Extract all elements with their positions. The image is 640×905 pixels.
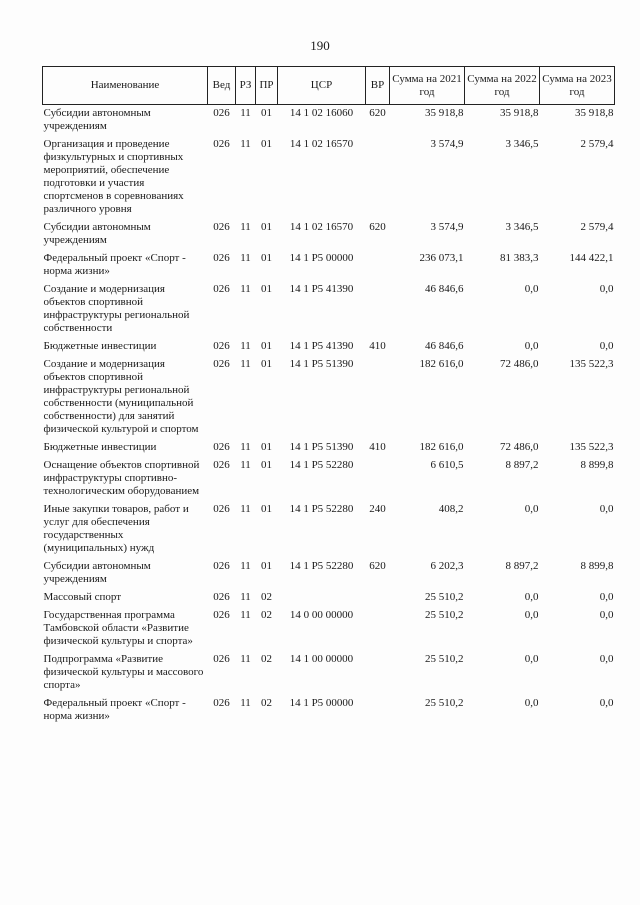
- row-pr: 01: [261, 358, 272, 370]
- row-sum-2023: 2 579,4: [580, 138, 614, 150]
- row-name: Массовый спорт: [43, 591, 122, 603]
- row-vr: [366, 136, 390, 219]
- row-vr: [366, 281, 390, 338]
- row-vr: [366, 457, 390, 501]
- row-csr: 14 1 02 16570: [289, 138, 354, 150]
- table-row: [43, 651, 615, 695]
- row-rz: 11: [240, 459, 251, 471]
- row-ved: 026: [213, 697, 230, 709]
- row-sum-2023: 8 899,8: [580, 459, 614, 471]
- row-ved: 026: [213, 252, 230, 264]
- row-ved: 026: [213, 653, 230, 665]
- row-sum-2022: 8 897,2: [505, 560, 539, 572]
- row-vr: [366, 695, 390, 726]
- row-rz: 11: [240, 697, 251, 709]
- row-vr: 620: [369, 107, 386, 119]
- row-name: Оснащение объектов спортивной инфраструктуры спортивно-технологическим оборудованием: [43, 459, 200, 497]
- row-csr: 14 0 00 00000: [289, 609, 354, 621]
- row-ved: 026: [213, 221, 230, 233]
- row-pr: 01: [261, 138, 272, 150]
- row-pr: 02: [261, 697, 272, 709]
- row-sum-2022: 0,0: [524, 653, 539, 665]
- row-sum-2021: 25 510,2: [425, 609, 464, 621]
- row-name: Бюджетные инвестиции: [43, 340, 157, 352]
- table-row: [43, 695, 615, 726]
- row-name: Субсидии автономным учреждениям: [43, 221, 151, 246]
- row-sum-2023: 35 918,8: [575, 107, 614, 119]
- table-row: [43, 105, 615, 137]
- row-pr: 02: [261, 609, 272, 621]
- row-name: Иные закупки товаров, работ и услуг для обеспечения государственных (муниципальных) нужд: [43, 503, 189, 554]
- row-sum-2022: 0,0: [524, 503, 539, 515]
- row-csr: 14 1 P5 52280: [289, 459, 354, 471]
- row-ved: 026: [213, 591, 230, 603]
- table-row: [43, 338, 615, 356]
- row-sum-2023: 0,0: [599, 503, 614, 515]
- row-rz: 11: [240, 503, 251, 515]
- row-sum-2022: 72 486,0: [500, 358, 539, 370]
- table-row: [43, 356, 615, 439]
- row-sum-2023: 135 522,3: [569, 441, 614, 453]
- row-sum-2022: 0,0: [524, 283, 539, 295]
- col-header-csr: ЦСР: [278, 67, 366, 105]
- row-name: Государственная программа Тамбовской области «Развитие физической культуры и спорта»: [43, 609, 193, 647]
- row-ved: 026: [213, 560, 230, 572]
- row-csr: 14 1 P5 52280: [289, 503, 354, 515]
- row-name: Организация и проведение физкультурных и спортивных мероприятий, обеспечение подготовки и участия спортсменов в соревнованиях различного уровня: [43, 138, 184, 215]
- col-header-sum-2023: Сумма на 2023 год: [540, 67, 615, 105]
- row-ved: 026: [213, 283, 230, 295]
- row-name: Бюджетные инвестиции: [43, 441, 157, 453]
- row-csr: 14 1 P5 51390: [289, 441, 354, 453]
- row-vr: [366, 607, 390, 651]
- row-sum-2021: 408,2: [438, 503, 464, 515]
- row-rz: 11: [240, 609, 251, 621]
- row-sum-2022: 0,0: [524, 697, 539, 709]
- row-name: Федеральный проект «Спорт - норма жизни»: [43, 697, 186, 722]
- table-row: [43, 501, 615, 558]
- row-sum-2021: 25 510,2: [425, 591, 464, 603]
- table-row: [43, 457, 615, 501]
- row-sum-2021: 6 202,3: [430, 560, 464, 572]
- row-name: Субсидии автономным учреждениям: [43, 560, 151, 585]
- row-rz: 11: [240, 560, 251, 572]
- row-sum-2023: 0,0: [599, 609, 614, 621]
- row-rz: 11: [240, 252, 251, 264]
- budget-table: [42, 66, 615, 726]
- row-sum-2022: 3 346,5: [505, 221, 539, 233]
- row-ved: 026: [213, 609, 230, 621]
- row-sum-2021: 46 846,6: [425, 340, 464, 352]
- row-pr: 01: [261, 441, 272, 453]
- row-pr: 01: [261, 252, 272, 264]
- row-sum-2023: 0,0: [599, 283, 614, 295]
- row-rz: 11: [240, 138, 251, 150]
- col-header-ved: Вед: [208, 67, 236, 105]
- row-sum-2021: 6 610,5: [430, 459, 464, 471]
- row-sum-2023: 0,0: [599, 697, 614, 709]
- row-pr: 01: [261, 107, 272, 119]
- row-name: Создание и модернизация объектов спортивной инфраструктуры региональной собственности: [43, 283, 190, 334]
- row-sum-2022: 81 383,3: [500, 252, 539, 264]
- row-sum-2021: 182 616,0: [419, 441, 464, 453]
- row-ved: 026: [213, 503, 230, 515]
- row-rz: 11: [240, 358, 251, 370]
- row-ved: 026: [213, 459, 230, 471]
- row-vr: [366, 356, 390, 439]
- row-name: Федеральный проект «Спорт - норма жизни»: [43, 252, 186, 277]
- row-pr: 01: [261, 459, 272, 471]
- row-rz: 11: [240, 107, 251, 119]
- row-csr: 14 1 P5 41390: [289, 283, 354, 295]
- row-vr: 240: [369, 503, 386, 515]
- row-sum-2021: 3 574,9: [430, 138, 464, 150]
- row-pr: 01: [261, 560, 272, 572]
- row-csr: 14 1 P5 51390: [289, 358, 354, 370]
- row-sum-2022: 8 897,2: [505, 459, 539, 471]
- row-pr: 01: [261, 221, 272, 233]
- row-pr: 01: [261, 340, 272, 352]
- row-sum-2021: 46 846,6: [425, 283, 464, 295]
- row-ved: 026: [213, 358, 230, 370]
- table-row: [43, 250, 615, 281]
- row-vr: [366, 651, 390, 695]
- row-pr: 01: [261, 283, 272, 295]
- row-csr: 14 1 02 16570: [289, 221, 354, 233]
- row-sum-2023: 0,0: [599, 653, 614, 665]
- row-ved: 026: [213, 138, 230, 150]
- row-rz: 11: [240, 591, 251, 603]
- col-header-pr: ПР: [256, 67, 278, 105]
- row-ved: 026: [213, 441, 230, 453]
- row-csr: 14 1 02 16060: [289, 107, 354, 119]
- row-pr: 02: [261, 653, 272, 665]
- row-ved: 026: [213, 340, 230, 352]
- table-row: [43, 219, 615, 250]
- row-name: Субсидии автономным учреждениям: [43, 107, 151, 132]
- row-sum-2022: 0,0: [524, 340, 539, 352]
- row-sum-2021: 3 574,9: [430, 221, 464, 233]
- row-csr: [278, 589, 366, 607]
- table-row: [43, 589, 615, 607]
- row-sum-2021: 182 616,0: [419, 358, 464, 370]
- row-csr: 14 1 00 00000: [289, 653, 354, 665]
- col-header-sum-2022: Сумма на 2022 год: [465, 67, 540, 105]
- row-sum-2023: 8 899,8: [580, 560, 614, 572]
- row-sum-2021: 35 918,8: [425, 107, 464, 119]
- row-sum-2023: 2 579,4: [580, 221, 614, 233]
- col-header-sum-2021: Сумма на 2021 год: [390, 67, 465, 105]
- row-sum-2023: 135 522,3: [569, 358, 614, 370]
- row-rz: 11: [240, 340, 251, 352]
- table-row: [43, 607, 615, 651]
- row-vr: [366, 589, 390, 607]
- row-name: Подпрограмма «Развитие физической культуры и массового спорта»: [43, 653, 204, 691]
- table-row: [43, 558, 615, 589]
- row-rz: 11: [240, 221, 251, 233]
- row-name: Создание и модернизация объектов спортивной инфраструктуры региональной собственности (муниципальной собственности) для занятий физической культурой и спортом: [43, 358, 199, 435]
- table-body: [43, 105, 615, 727]
- row-pr: 02: [261, 591, 272, 603]
- col-header-rz: РЗ: [236, 67, 256, 105]
- row-sum-2021: 236 073,1: [419, 252, 464, 264]
- row-csr: 14 1 P5 52280: [289, 560, 354, 572]
- table-row: [43, 136, 615, 219]
- row-vr: 620: [369, 560, 386, 572]
- row-sum-2022: 35 918,8: [500, 107, 539, 119]
- row-sum-2023: 0,0: [599, 591, 614, 603]
- row-sum-2023: 0,0: [599, 340, 614, 352]
- row-rz: 11: [240, 653, 251, 665]
- row-sum-2021: 25 510,2: [425, 697, 464, 709]
- row-sum-2022: 0,0: [524, 609, 539, 621]
- row-vr: 410: [369, 441, 386, 453]
- col-header-vr: ВР: [366, 67, 390, 105]
- row-sum-2022: 72 486,0: [500, 441, 539, 453]
- row-csr: 14 1 P5 00000: [289, 252, 354, 264]
- row-sum-2022: 0,0: [524, 591, 539, 603]
- row-sum-2021: 25 510,2: [425, 653, 464, 665]
- row-rz: 11: [240, 441, 251, 453]
- row-vr: 410: [369, 340, 386, 352]
- header-row: [43, 67, 615, 105]
- row-csr: 14 1 P5 41390: [289, 340, 354, 352]
- row-vr: 620: [369, 221, 386, 233]
- row-sum-2023: 144 422,1: [569, 252, 614, 264]
- row-vr: [366, 250, 390, 281]
- row-csr: 14 1 P5 00000: [289, 697, 354, 709]
- col-header-name: Наименование: [43, 67, 208, 105]
- page-number: 190: [310, 38, 330, 53]
- table-row: [43, 439, 615, 457]
- row-ved: 026: [213, 107, 230, 119]
- row-rz: 11: [240, 283, 251, 295]
- row-pr: 01: [261, 503, 272, 515]
- row-sum-2022: 3 346,5: [505, 138, 539, 150]
- table-row: [43, 281, 615, 338]
